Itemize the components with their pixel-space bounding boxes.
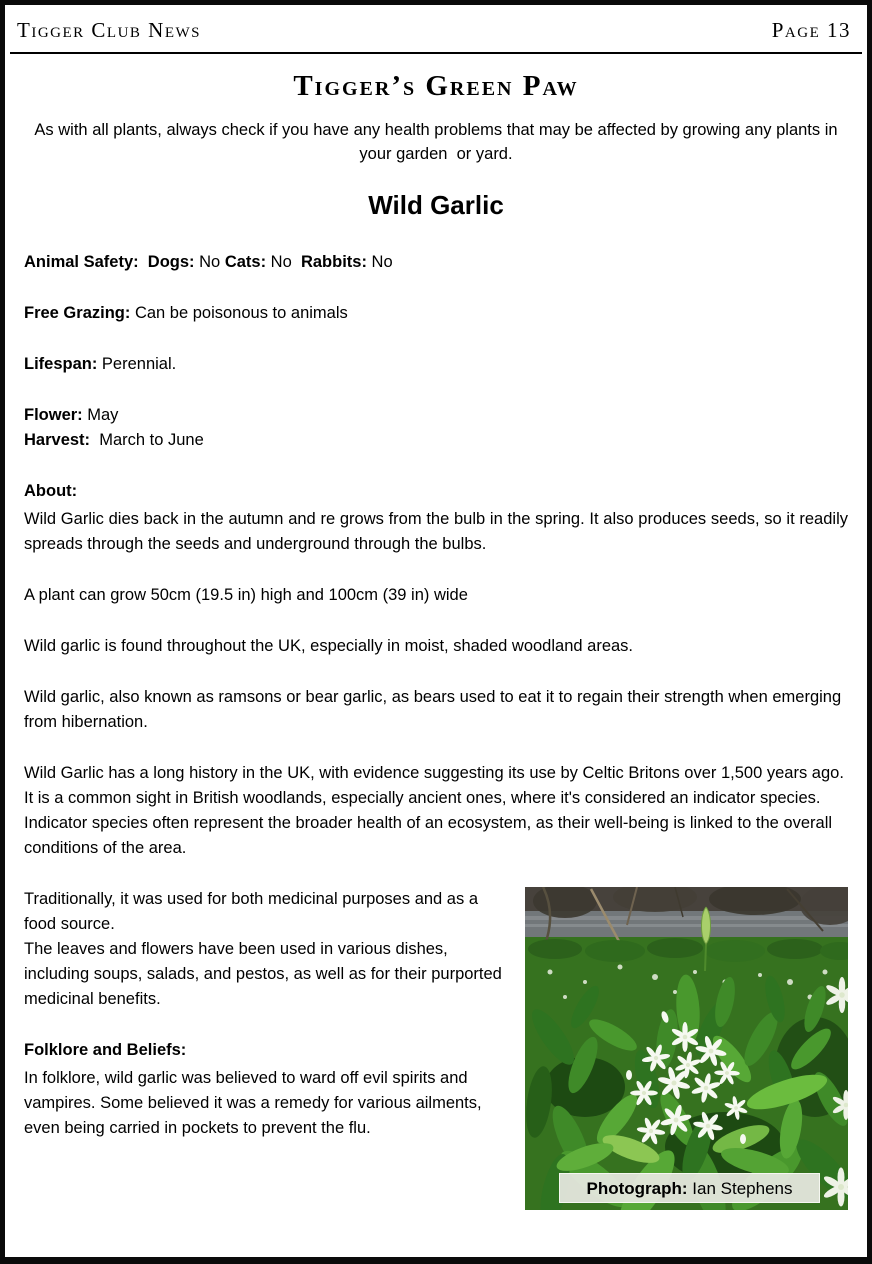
dogs-label: Dogs: (147, 253, 195, 271)
habitat-paragraph: Wild garlic is found throughout the UK, especially in moist, shaded woodland areas. (24, 637, 634, 655)
flower-line (24, 403, 848, 428)
about-heading: About: (24, 482, 78, 500)
photo-caption-value: Ian Stephens (687, 1178, 793, 1198)
harvest-line (24, 428, 848, 453)
header-rule (10, 52, 862, 54)
lifespan-value: Perennial. (97, 355, 177, 373)
history-paragraph: Wild Garlic has a long history in the UK, with evidence suggesting its use by Celtic Britons over 1,500 years ago. It is a common sight in British woodlands, especially ancient ones, where it's considered an indicator species. (24, 764, 844, 807)
about-paragraph: Wild Garlic dies back in the autumn and re grows from the bulb in the spring. It also produces seeds, so it readily spreads through the seeds and underground through the bulbs. (24, 510, 848, 553)
page-header (5, 5, 867, 52)
rabbits-value: No (366, 253, 393, 271)
cats-label: Cats: (224, 253, 267, 271)
free-grazing-line (24, 301, 848, 326)
free-grazing-label: Free Grazing: (24, 304, 131, 322)
animal-safety-line (24, 250, 848, 275)
dogs-value: No (194, 253, 225, 271)
names-paragraph: Wild garlic, also known as ramsons or bear garlic, as bears used to eat it to regain their strength when emerging from hibernation. (24, 688, 842, 731)
cats-value: No (266, 253, 301, 271)
flower-label: Flower: (24, 406, 83, 424)
left-text-column (24, 887, 525, 1210)
lifespan-line (24, 352, 848, 377)
free-grazing-value: Can be poisonous to animals (130, 304, 348, 322)
newsletter-title: Tigger Club News (17, 18, 201, 42)
section-title: Tigger’s Green Paw (293, 70, 579, 102)
uses-intro-paragraph: Traditionally, it was used for both medicinal purposes and as a food source. (24, 890, 478, 933)
harvest-value: March to June (90, 431, 204, 449)
plant-name-heading: Wild Garlic (368, 190, 504, 220)
disclaimer-text: As with all plants, always check if you have any health problems that may be affected by growing any plants in your garden or yard. (34, 121, 843, 163)
photo-caption-label: Photograph: (586, 1178, 688, 1198)
wild-garlic-photo-illustration (525, 887, 848, 1210)
rabbits-label: Rabbits: (300, 253, 367, 271)
page-number: Page 13 (771, 18, 851, 42)
animal-safety-label: Animal Safety: (24, 253, 139, 271)
uses-detail-paragraph: The leaves and flowers have been used in various dishes, including soups, salads, and pestos, as well as for their purported medicinal benefits. (24, 940, 502, 1008)
harvest-label: Harvest: (24, 431, 91, 449)
two-column-section (24, 887, 848, 1210)
wild-garlic-photo (525, 887, 848, 1210)
folklore-paragraph: In folklore, wild garlic was believed to ward off evil spirits and vampires. Some believed it was a remedy for various ailments, even being carried in pockets to prevent the flu. (24, 1069, 482, 1137)
article-body (5, 250, 867, 1210)
photo-caption (559, 1173, 820, 1203)
indicator-paragraph: Indicator species often represent the broader health of an ecosystem, as their well-being is linked to the overall conditions of the area. (24, 814, 833, 857)
folklore-heading: Folklore and Beliefs: (24, 1041, 187, 1059)
size-paragraph: A plant can grow 50cm (19.5 in) high and 100cm (39 in) wide (24, 586, 468, 604)
lifespan-label: Lifespan: (24, 355, 98, 373)
flower-value: May (82, 406, 119, 424)
